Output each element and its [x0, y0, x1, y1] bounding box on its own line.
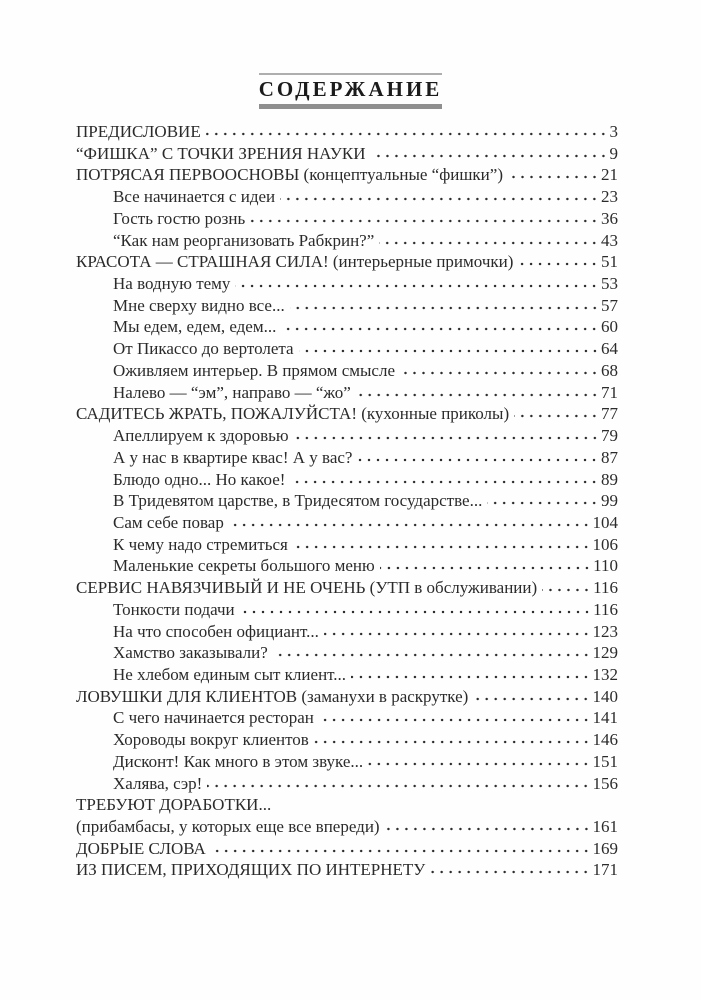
toc-page-number: 151 — [592, 751, 618, 771]
toc-page-number: 71 — [601, 382, 618, 402]
toc-dot-leader — [514, 406, 599, 419]
toc-entry-title: Налево — “эм”, направо — “жо” — [113, 382, 351, 402]
toc-page-number: 156 — [592, 773, 618, 793]
toc-dot-leader — [314, 732, 591, 745]
toc-entry-title: ИЗ ПИСЕМ, ПРИХОДЯЩИХ ПО ИНТЕРНЕТУ — [76, 860, 426, 880]
toc-entry — [76, 360, 618, 382]
toc-entry — [76, 621, 618, 643]
toc-dot-leader — [290, 472, 599, 485]
toc-entry — [76, 512, 618, 534]
toc-entry-title: Дисконт! Как много в этом звуке... — [113, 751, 364, 771]
toc-page-number: 146 — [592, 730, 618, 750]
toc-entry — [76, 403, 618, 425]
toc-title-block — [256, 73, 446, 109]
toc-page-number: 140 — [592, 686, 618, 706]
toc-page-number: 23 — [601, 187, 618, 207]
toc-dot-leader — [299, 341, 599, 354]
toc-page-number: 129 — [592, 643, 618, 663]
toc-dot-leader — [380, 558, 591, 571]
toc-dot-leader — [290, 298, 599, 311]
toc-dot-leader — [473, 689, 590, 702]
toc-page-number: 171 — [592, 860, 618, 880]
toc-dot-leader — [351, 667, 590, 680]
toc-page-number: 21 — [601, 165, 618, 185]
toc-entry-title: Хороводы вокруг клиентов — [113, 730, 309, 750]
toc-entry-title: “ФИШКА” С ТОЧКИ ЗРЕНИЯ НАУКИ — [76, 143, 366, 163]
toc-entry — [76, 186, 618, 208]
toc-dot-leader — [235, 276, 599, 289]
toc-entry-title: Тонкости подачи — [113, 599, 235, 619]
toc-entry-title: ПРЕДИСЛОВИЕ — [76, 122, 201, 141]
toc-dot-leader — [250, 211, 599, 224]
toc-title: СОДЕРЖАНИЕ — [258, 77, 443, 101]
title-rule-bottom — [259, 104, 443, 109]
toc-entry-title: Халява, сэр! — [113, 773, 203, 793]
toc-entry-title: КРАСОТА — СТРАШНАЯ СИЛА! (интерьерные примочки) — [76, 252, 514, 272]
toc-entry — [76, 642, 618, 664]
toc-entry — [76, 208, 618, 230]
toc-page-number: 43 — [601, 230, 618, 250]
toc-entry — [76, 382, 618, 404]
toc-dot-leader — [293, 537, 591, 550]
toc-page-number: 53 — [601, 274, 618, 294]
toc-entry-title: (прибамбасы, у которых еще все впереди) — [76, 817, 380, 836]
toc-page-number: 79 — [601, 426, 618, 446]
toc-dot-leader — [206, 124, 608, 137]
toc-dot-leader — [281, 319, 599, 332]
toc-entry — [76, 164, 618, 186]
toc-dot-leader — [207, 776, 590, 789]
toc-entry-title: ЛОВУШКИ ДЛЯ КЛИЕНТОВ (заманухи в раскрутке) — [76, 686, 469, 706]
toc-page-number: 116 — [593, 599, 618, 619]
toc-dot-leader — [276, 797, 616, 810]
toc-page-number: 123 — [592, 621, 618, 641]
toc-page-number: 36 — [601, 208, 618, 228]
toc-dot-leader — [240, 602, 592, 615]
toc-entry — [76, 121, 618, 143]
toc-entry-title: С чего начинается ресторан — [113, 708, 314, 728]
toc-page-number: 99 — [601, 491, 618, 511]
toc-page-number: 106 — [592, 534, 618, 554]
toc-entry-title: ПОТРЯСАЯ ПЕРВООСНОВЫ (концептуальные “фишки”) — [76, 165, 503, 185]
toc-page-number: 64 — [601, 339, 618, 359]
toc-entry — [76, 686, 618, 708]
toc-dot-leader — [542, 580, 591, 593]
toc-entry — [76, 577, 618, 599]
toc-entry — [76, 534, 618, 556]
toc-entry — [76, 751, 618, 773]
toc-page-number: 9 — [609, 143, 618, 163]
toc-entry-title: ДОБРЫЕ СЛОВА — [76, 838, 206, 858]
toc-entry-title: А у нас в квартире квас! А у вас? — [113, 447, 353, 467]
toc-entry — [76, 273, 618, 295]
toc-entry-title: К чему надо стремиться — [113, 534, 288, 554]
toc-entry — [76, 143, 618, 165]
toc-entry-title: “Как нам реорганизовать Рабкрин?” — [113, 230, 375, 250]
toc-dot-leader — [368, 754, 590, 767]
toc-dot-leader — [518, 254, 599, 267]
toc-entry-title: На водную тему — [113, 274, 231, 294]
toc-entry-title: САДИТЕСЬ ЖРАТЬ, ПОЖАЛУЙСТА! (кухонные приколы) — [76, 404, 510, 424]
toc-page-number: 161 — [592, 817, 618, 836]
toc-page-number: 116 — [593, 578, 618, 598]
toc-entry — [76, 425, 618, 447]
toc-entry-title: На что способен официант... — [113, 621, 319, 641]
toc-entry-title: Сам себе повар — [113, 512, 224, 532]
toc-entry — [76, 729, 618, 751]
toc-page-number: 77 — [601, 404, 618, 424]
toc-page-number: 57 — [601, 295, 618, 315]
toc-page-number: 87 — [601, 447, 618, 467]
toc-entry — [76, 859, 618, 881]
toc-page-number: 3 — [609, 122, 618, 141]
toc-entry-title: ТРЕБУЮТ ДОРАБОТКИ... — [76, 795, 272, 815]
toc-page-number: 60 — [601, 317, 618, 337]
toc-entry — [76, 773, 618, 795]
toc-dot-leader — [430, 862, 590, 875]
toc-entry — [76, 316, 618, 338]
toc-entry — [76, 555, 618, 577]
toc-entry-title: Гость гостю рознь — [113, 208, 246, 228]
toc-entry — [76, 230, 618, 252]
toc-entry-title: Мне сверху видно все... — [113, 295, 285, 315]
toc-entry — [76, 838, 618, 860]
toc-dot-leader — [356, 385, 599, 398]
toc-entry — [76, 338, 618, 360]
toc-dot-leader — [508, 167, 599, 180]
toc-dot-leader — [371, 146, 608, 159]
toc-entry-title: Маленькие секреты большого меню — [113, 556, 375, 576]
toc-entry — [76, 664, 618, 686]
toc-list — [76, 121, 618, 881]
toc-page-number: 51 — [601, 252, 618, 272]
toc-entry-title: Мы едем, едем, едем... — [113, 317, 277, 337]
toc-dot-leader — [273, 645, 591, 658]
toc-dot-leader — [211, 841, 591, 854]
toc-dot-leader — [319, 710, 591, 723]
toc-dot-leader — [324, 624, 591, 637]
toc-entry-title: Апеллируем к здоровью — [113, 426, 289, 446]
toc-entry — [76, 816, 618, 838]
toc-entry-title: Оживляем интерьер. В прямом смысле — [113, 360, 395, 380]
toc-dot-leader — [357, 450, 599, 463]
toc-page-number: 141 — [592, 708, 618, 728]
toc-dot-leader — [487, 493, 599, 506]
toc-page-number: 110 — [593, 556, 618, 576]
title-rule-top — [259, 73, 443, 75]
toc-entry-title: В Тридевятом царстве, в Тридесятом государстве... — [113, 491, 483, 511]
toc-dot-leader — [294, 428, 599, 441]
toc-header — [0, 73, 701, 109]
toc-entry-title: СЕРВИС НАВЯЗЧИВЫЙ И НЕ ОЧЕНЬ (УТП в обслуживании) — [76, 578, 538, 598]
toc-entry-title: Хамство заказывали? — [113, 643, 268, 663]
toc-page-number: 132 — [592, 664, 618, 684]
toc-page-number: 89 — [601, 469, 618, 489]
toc-entry — [76, 599, 618, 621]
toc-entry-title: Блюдо одно... Но какое! — [113, 469, 286, 489]
toc-page-number: 104 — [592, 512, 618, 532]
toc-dot-leader — [400, 363, 599, 376]
toc-dot-leader — [229, 515, 591, 528]
toc-entry — [76, 490, 618, 512]
toc-dot-leader — [379, 233, 599, 246]
toc-entry — [76, 251, 618, 273]
toc-entry — [76, 794, 618, 816]
toc-entry — [76, 707, 618, 729]
toc-dot-leader — [385, 819, 591, 832]
toc-entry-title: Все начинается с идеи — [113, 187, 276, 207]
toc-dot-leader — [280, 189, 599, 202]
toc-page-number: 68 — [601, 360, 618, 380]
toc-entry-title: От Пикассо до вертолета — [113, 339, 294, 359]
toc-entry — [76, 295, 618, 317]
toc-entry — [76, 447, 618, 469]
toc-entry — [76, 469, 618, 491]
toc-entry-title: Не хлебом единым сыт клиент... — [113, 664, 347, 684]
toc-page-number: 169 — [592, 838, 618, 858]
